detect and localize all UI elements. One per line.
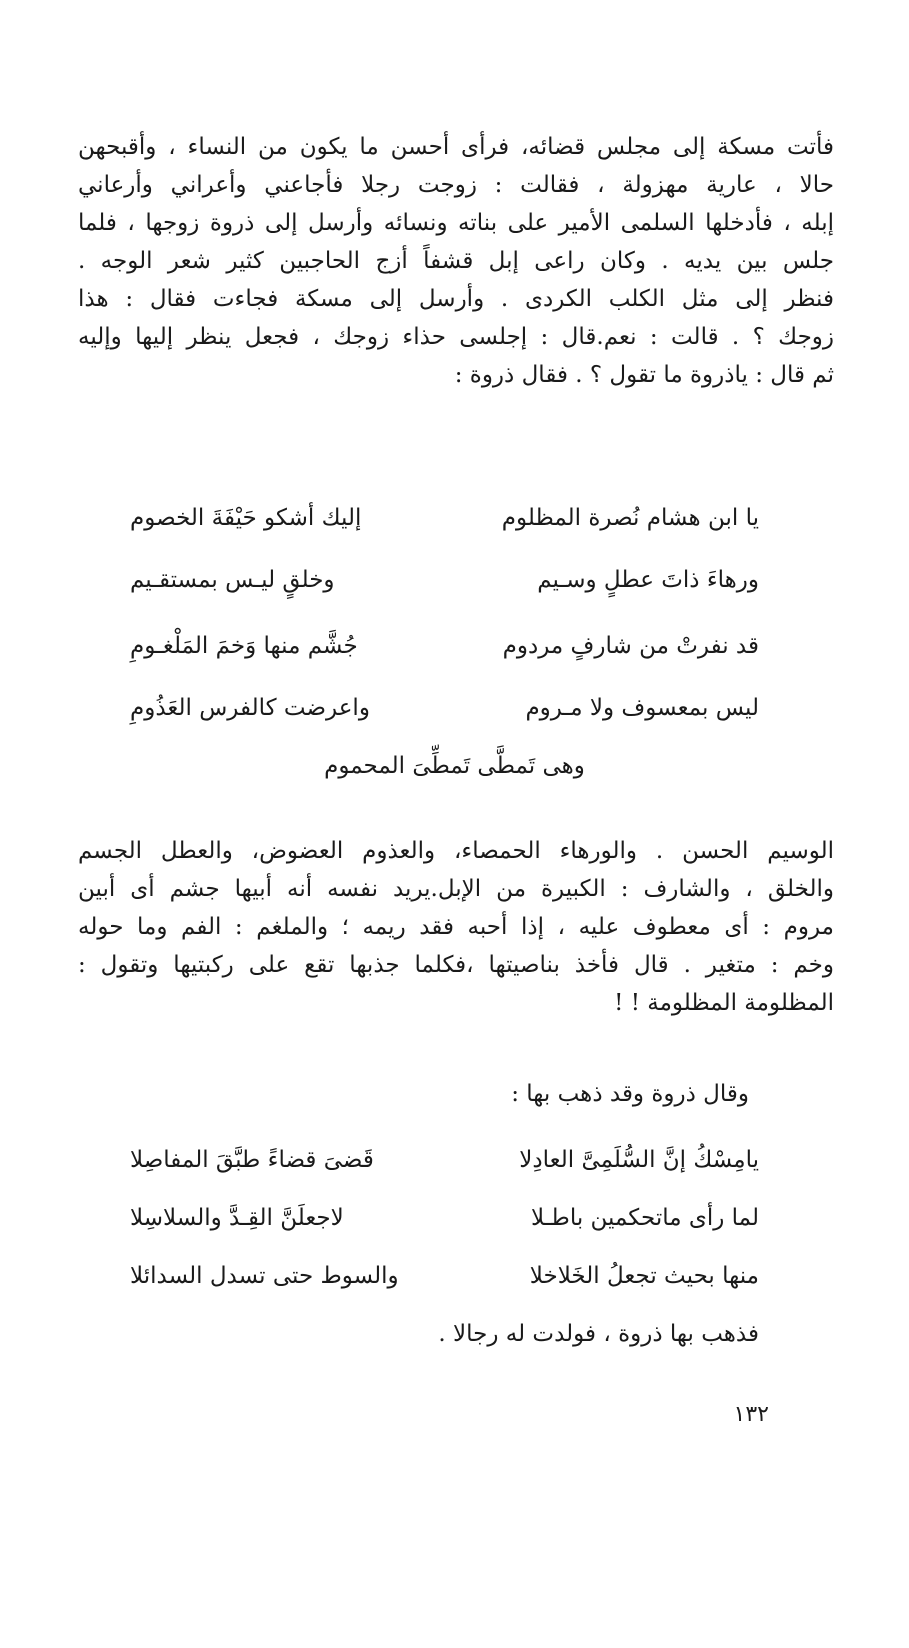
verse-first-hemistich: ورهاءَ ذاتَ عطلٍ وسـيم <box>537 567 759 593</box>
verse-first-hemistich: يا ابن هشام نُصرة المظلوم <box>501 505 759 531</box>
text-line: المظلومة المظلومة ! ! <box>614 990 834 1016</box>
verse-second-hemistich: قَضىَ قضاءً طبَّقَ المفاصِلا <box>130 1147 374 1173</box>
verse-line <box>0 626 909 666</box>
verse-line <box>0 1256 909 1296</box>
text-line: حالا ، عارية مهزولة ، فقالت : زوجت رجلا فأجاعني وأعراني وأرعاني <box>78 172 834 198</box>
text-line: مروم : أى معطوف عليه ، إذا أحبه فقد ريمه ؛ والملغم : الفم وما حوله <box>78 914 834 940</box>
verse-first-hemistich: لما رأى ماتحكمين باطـلا <box>531 1205 759 1231</box>
text-line: فنظر إلى مثل الكلب الكردى . وأرسل إلى مسكة فجاءت فقال : هذا <box>78 286 834 312</box>
verse-line <box>0 688 909 728</box>
text-line: إبله ، فأدخلها السلمى الأمير على بناته ونسائه وأرسل إلى ذروة زوجها ، فلما <box>78 210 834 236</box>
verse-final-line: وهى تَمطَّى تَمطِّىَ المحموم <box>324 753 585 779</box>
verse-line <box>0 1198 909 1238</box>
text-line: ثم قال : ياذروة ما تقول ؟ . فقال ذروة : <box>454 362 834 388</box>
closing-line: فذهب بها ذروة ، فولدت له رجالا . <box>438 1321 759 1347</box>
verse-second-hemistich: لاجعلَنَّ القِـدَّ والسلاسِلا <box>130 1205 344 1231</box>
text-line: والخلق ، والشارف : الكبيرة من الإبل.يريد نفسه أنه أبيها جشم أى أبين <box>78 876 834 902</box>
poem-2-intro: وقال ذروة وقد ذهب بها : <box>511 1081 749 1107</box>
paragraph-glossary <box>78 832 834 1022</box>
paragraph-story <box>78 128 834 394</box>
text-line: وخم : متغير . قال فأخذ بناصيتها ،فكلما جذبها تقع على ركبتيها وتقول : <box>78 952 834 978</box>
page-number: ١٣٢ <box>733 1402 769 1427</box>
verse-line <box>0 1140 909 1180</box>
verse-second-hemistich: واعرضت كالفرس العَذُومِ <box>130 695 370 721</box>
verse-line <box>0 498 909 538</box>
verse-line <box>0 560 909 600</box>
text-line: جلس بين يديه . وكان راعى إبل قشفاً أزج الحاجبين كثير شعر الوجه . <box>78 248 834 274</box>
verse-first-hemistich: يامِسْكُ إنَّ السُّلَمِىَّ العادِلا <box>519 1147 759 1173</box>
text-line: الوسيم الحسن . والورهاء الحمصاء، والعذوم العضوض، والعطل الجسم <box>78 838 834 864</box>
verse-second-hemistich: جُشَّم منها وَخمَ المَلْغـومِ <box>130 633 358 659</box>
verse-first-hemistich: قد نفرتْ من شارفٍ مردوم <box>502 633 759 659</box>
text-line: فأتت مسكة إلى مجلس قضائه، فرأى أحسن ما يكون من النساء ، وأقبحهن <box>78 134 834 160</box>
verse-second-hemistich: وخلقٍ ليـس بمستقـيم <box>130 567 335 593</box>
verse-first-hemistich: منها بحيث تجعلُ الخَلاخلا <box>529 1263 759 1289</box>
verse-first-hemistich: ليس بمعسوف ولا مـروم <box>525 695 759 721</box>
verse-second-hemistich: إليك أشكو حَيْفَةَ الخصوم <box>130 505 362 531</box>
text-line: زوجك ؟ . قالت : نعم.قال : إجلسى حذاء زوجك ، فجعل ينظر إليها وإليه <box>78 324 834 350</box>
verse-second-hemistich: والسوط حتى تسدل السدائلا <box>130 1263 399 1289</box>
